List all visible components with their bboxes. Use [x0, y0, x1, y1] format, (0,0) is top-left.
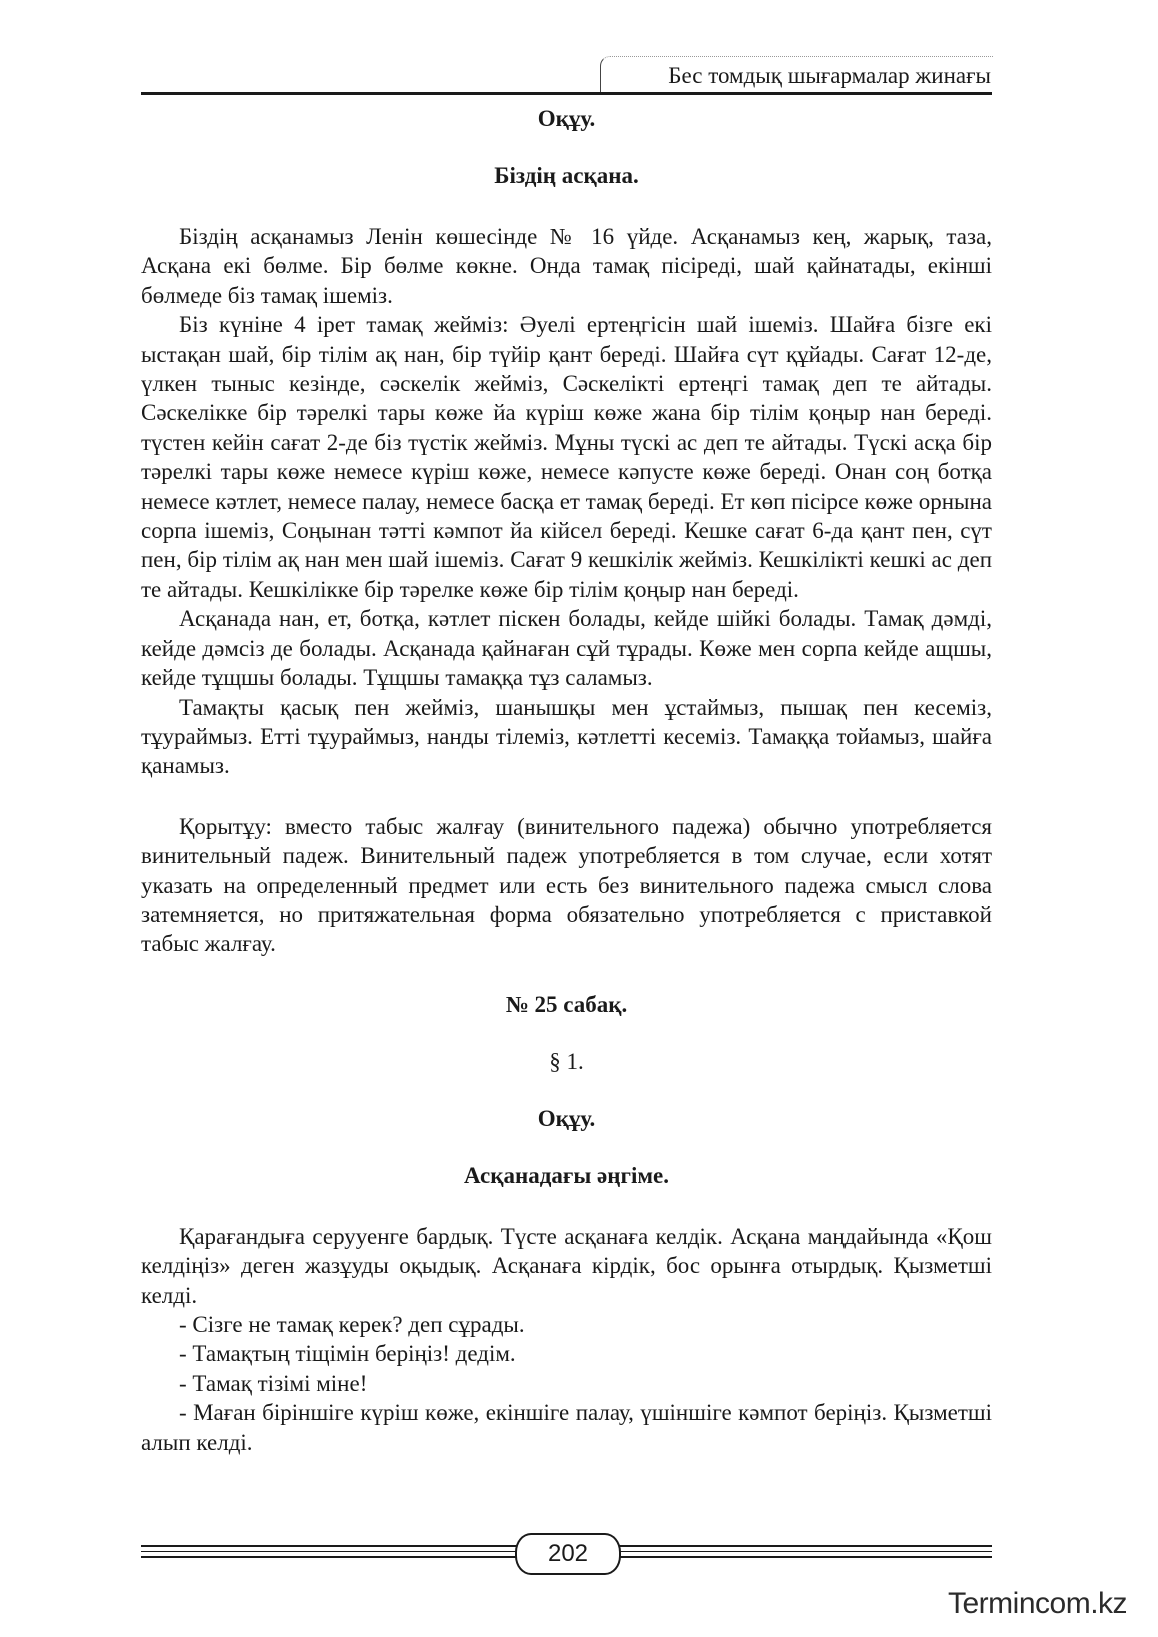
dialogue-line: - Тамақ тізімі міне!	[179, 1370, 368, 1396]
header-rule	[141, 92, 992, 95]
spacer	[141, 191, 992, 222]
spacer	[141, 1134, 992, 1161]
spacer	[141, 959, 992, 990]
text-title: Біздің асқана.	[494, 163, 639, 188]
body-paragraph: Қарағандыға серууенге бардық. Түсте асқанаға келдік. Асқана маңдайында «Қош келдіңіз» деген жазұуды оқыдық. Асқанаға кірдік, бос орынға отырдық. Қызметші келді.	[141, 1223, 992, 1308]
body-paragraph: Асқанада нан, ет, ботқа, кәтлет піскен болады, кейде шійкі болады. Тамақ дәмді, кейде дәмсіз де болады. Асқанада қайнаған сұй тұрады. Көже мен сорпа кейде ащшы, кейде тұщшы болады. Тұщшы тамаққа тұз саламыз.	[141, 606, 992, 691]
reading-heading: Оқұу.	[537, 1105, 596, 1131]
spacer	[141, 134, 992, 161]
dialogue-line: - Маған біріншіге күріш көже, екіншіге палау, үшіншіге кәмпот беріңіз. Қызметші алып келді.	[141, 1400, 992, 1455]
dialogue-line: - Сізге не тамақ керек? деп сұрады.	[179, 1311, 525, 1337]
running-head	[600, 56, 993, 93]
text-title: Асқанадағы әңгіме.	[464, 1162, 669, 1188]
page-number: 202	[515, 1533, 621, 1575]
running-head-title: Бес томдық шығармалар жинағы	[668, 63, 991, 88]
lesson-heading: № 25 сабақ.	[505, 991, 628, 1017]
grammar-conclusion: Қорытұу: вместо табыс жалғау (винительного падежа) обычно употребляется винительный падеж. Винительный падеж употребляется в том случае, если хотят указать на определенный предмет или есть без винительного падежа смысл слова затемняется, но притяжательная форма обязательно употребляется с приставкой табыс жалғау.	[141, 813, 992, 957]
page-content	[141, 104, 992, 1457]
spacer	[141, 1077, 992, 1104]
site-watermark: Termincom.kz	[948, 1587, 1128, 1620]
spacer	[141, 1191, 992, 1222]
dialogue-line: - Тамақтың тіщімін беріңіз! дедім.	[179, 1341, 516, 1367]
spacer	[141, 781, 992, 812]
reading-heading: Оқұу.	[537, 106, 596, 131]
body-paragraph: Біздің асқанамыз Ленін көшесінде № 16 үйде. Асқанамыз кең, жарық, таза, Асқана екі бөлме. Бір бөлме көкне. Онда тамақ пісіреді, шай қайнатады, екінші бөлмеде біз тамақ ішеміз.	[141, 224, 992, 308]
body-paragraph: Біз күніне 4 ірет тамақ жейміз: Әуелі ертеңгісін шай ішеміз. Шайға бізге екі ыстақан шай, бір тілім ақ нан, бір түйір қант береді. Шайға сүт құйады. Сағат 12-де, үлкен тыныс кезінде, сәскелік жейміз, Сәскелікті ертеңгі тамақ деп те айтады. Сәскелікке бір тәрелкі тары көже йа күріш көже жана бір тілім қоңыр нан береді. түстен кейін сағат 2-де біз түстік жейміз. Мұны түскі ас деп те айтады. Түскі асқа бір тәрелкі тары көже немесе күріш көже, немесе кәпусте көже береді. Онан соң ботқа немесе кәтлет, немесе палау, немесе басқа ет тамақ береді. Ет көп пісірсе көже орнына сорпа ішеміз, Соңынан тәтті кәмпот йа кійсел береді. Кешке сағат 6-да қант пен, сүт пен, бір тілім ақ нан мен шай ішеміз. Сағат 9 кешкілік жейміз. Кешкілікті кешкі ас деп те айтады. Кешкілікке бір тәрелке көже бір тілім қоңыр нан береді.	[141, 312, 992, 602]
section-sign: § 1.	[549, 1048, 584, 1074]
spacer	[141, 1020, 992, 1047]
body-paragraph: Тамақты қасық пен жейміз, шанышқы мен ұстаймыз, пышақ пен кесеміз, тұураймыз. Етті тұураймыз, нанды тілеміз, кәтлетті кесеміз. Тамаққа тойамыз, шайға қанамыз.	[141, 694, 992, 779]
